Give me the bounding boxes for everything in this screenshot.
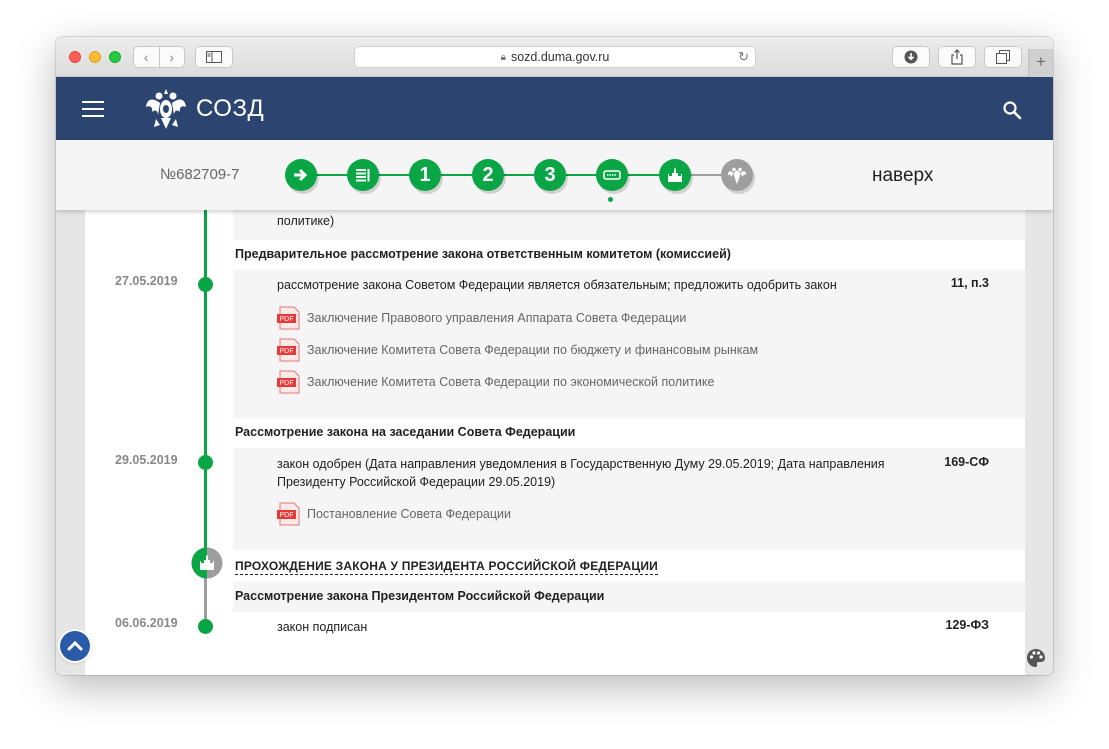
browser-toolbar [56,37,1053,77]
svg-text:PDF: PDF [279,316,294,323]
reload-icon[interactable]: ↻ [738,49,749,64]
coat-of-arms-logo [144,85,188,133]
sidebar-icon [206,51,222,63]
bill-number: №682709-7 [160,166,240,183]
history-nav [133,46,185,68]
document-title: Заключение Правового управления Аппарата Совета Федерации [307,311,687,325]
svg-text:PDF: PDF [279,348,294,355]
event-decision: закон подписан [277,620,368,634]
scroll-up-button[interactable] [60,631,90,661]
partial-text: политике) [277,214,335,228]
chevron-up-icon [60,631,90,661]
pdf-document-link[interactable] [277,370,714,394]
address-bar[interactable] [354,46,756,68]
minimize-window-button[interactable] [89,51,101,63]
sidebar-toggle-button[interactable] [195,46,233,68]
document-title: Заключение Комитета Совета Федерации по бюджету и финансовым рынкам [307,343,759,357]
new-tab-button[interactable]: + [1028,49,1053,77]
event-decision: рассмотрение закона Советом Федерации является обязательным; предложить одобрить закон [277,278,837,292]
pdf-document-link[interactable] [277,306,686,330]
stage-bar [56,140,1053,210]
stage-6-federation-council[interactable] [596,159,628,191]
stage-4-second-reading[interactable]: 2 [472,159,504,191]
menu-icon[interactable] [82,101,104,117]
share-button[interactable] [938,46,976,68]
back-icon[interactable]: ‹ [134,47,160,67]
document-title: Постановление Совета Федерации [307,507,511,521]
pdf-icon [277,338,301,362]
event-date: 29.05.2019 [115,453,178,467]
event-doc-number: 11, п.3 [950,276,989,290]
stage-section-title[interactable]: ПРОХОЖДЕНИЕ ЗАКОНА У ПРЕЗИДЕНТА РОССИЙСКОЙ ФЕДЕРАЦИИ [235,559,658,573]
site-header [56,77,1053,140]
timeline-line-completed [204,210,207,550]
svg-text:PDF: PDF [279,512,294,519]
emblem-icon [727,165,747,185]
scroll-to-top-link[interactable]: наверх [872,165,934,186]
pdf-icon [277,502,301,526]
stage-3-first-reading[interactable]: 1 [409,159,441,191]
event-decision: закон одобрен (Дата направления уведомления в Государственную Думу 29.05.2019; Дата направления Президенту Российской Федерации 29.05.2019) [277,457,885,489]
timeline-dot [198,277,213,292]
lock-icon: 🔒︎ [500,51,506,63]
search-icon[interactable] [1002,100,1022,120]
address-url: sozd.duma.gov.ru [510,50,610,64]
event-title: Рассмотрение закона Президентом Российской Федерации [235,589,605,603]
pdf-document-link[interactable] [277,502,511,526]
event-doc-number: 169-СФ [944,455,989,469]
close-window-button[interactable] [69,51,81,63]
timeline-dot [198,455,213,470]
stage-5-third-reading[interactable]: 3 [534,159,566,191]
timeline-dot [198,619,213,634]
documents-icon [355,168,371,182]
right-gutter [1025,210,1053,675]
event-title: Предварительное рассмотрение закона ответственным комитетом (комиссией) [235,247,731,261]
download-icon [904,50,918,64]
tabs-icon [996,50,1010,64]
federation-council-icon [603,169,621,181]
current-stage-indicator [608,197,613,202]
forward-icon[interactable]: › [169,49,175,65]
kremlin-icon [666,167,684,183]
share-icon [950,49,964,65]
document-title: Заключение Комитета Совета Федерации по экономической политике [307,375,715,389]
event-date: 27.05.2019 [115,274,178,288]
stage-2-preliminary[interactable] [347,159,379,191]
bill-timeline [85,210,1025,675]
event-title: Рассмотрение закона на заседании Совета Федерации [235,425,576,439]
stage-7-president[interactable] [659,159,691,191]
pdf-icon [277,370,301,394]
stage-1-submission[interactable] [285,159,317,191]
arrow-icon [293,168,309,182]
svg-text:PDF: PDF [279,380,294,387]
tab-overview-button[interactable] [984,46,1022,68]
pdf-icon [277,306,301,330]
event-date: 06.06.2019 [115,616,178,630]
site-title[interactable]: СОЗД [196,95,265,122]
president-stage-node [191,547,223,579]
left-gutter [56,210,85,675]
palette-icon[interactable] [1026,648,1046,668]
downloads-button[interactable] [892,46,930,68]
browser-window [56,37,1053,675]
zoom-window-button[interactable] [109,51,121,63]
pdf-document-link[interactable] [277,338,758,362]
stage-8-publication[interactable] [721,159,753,191]
event-doc-number: 129-ФЗ [945,618,989,632]
